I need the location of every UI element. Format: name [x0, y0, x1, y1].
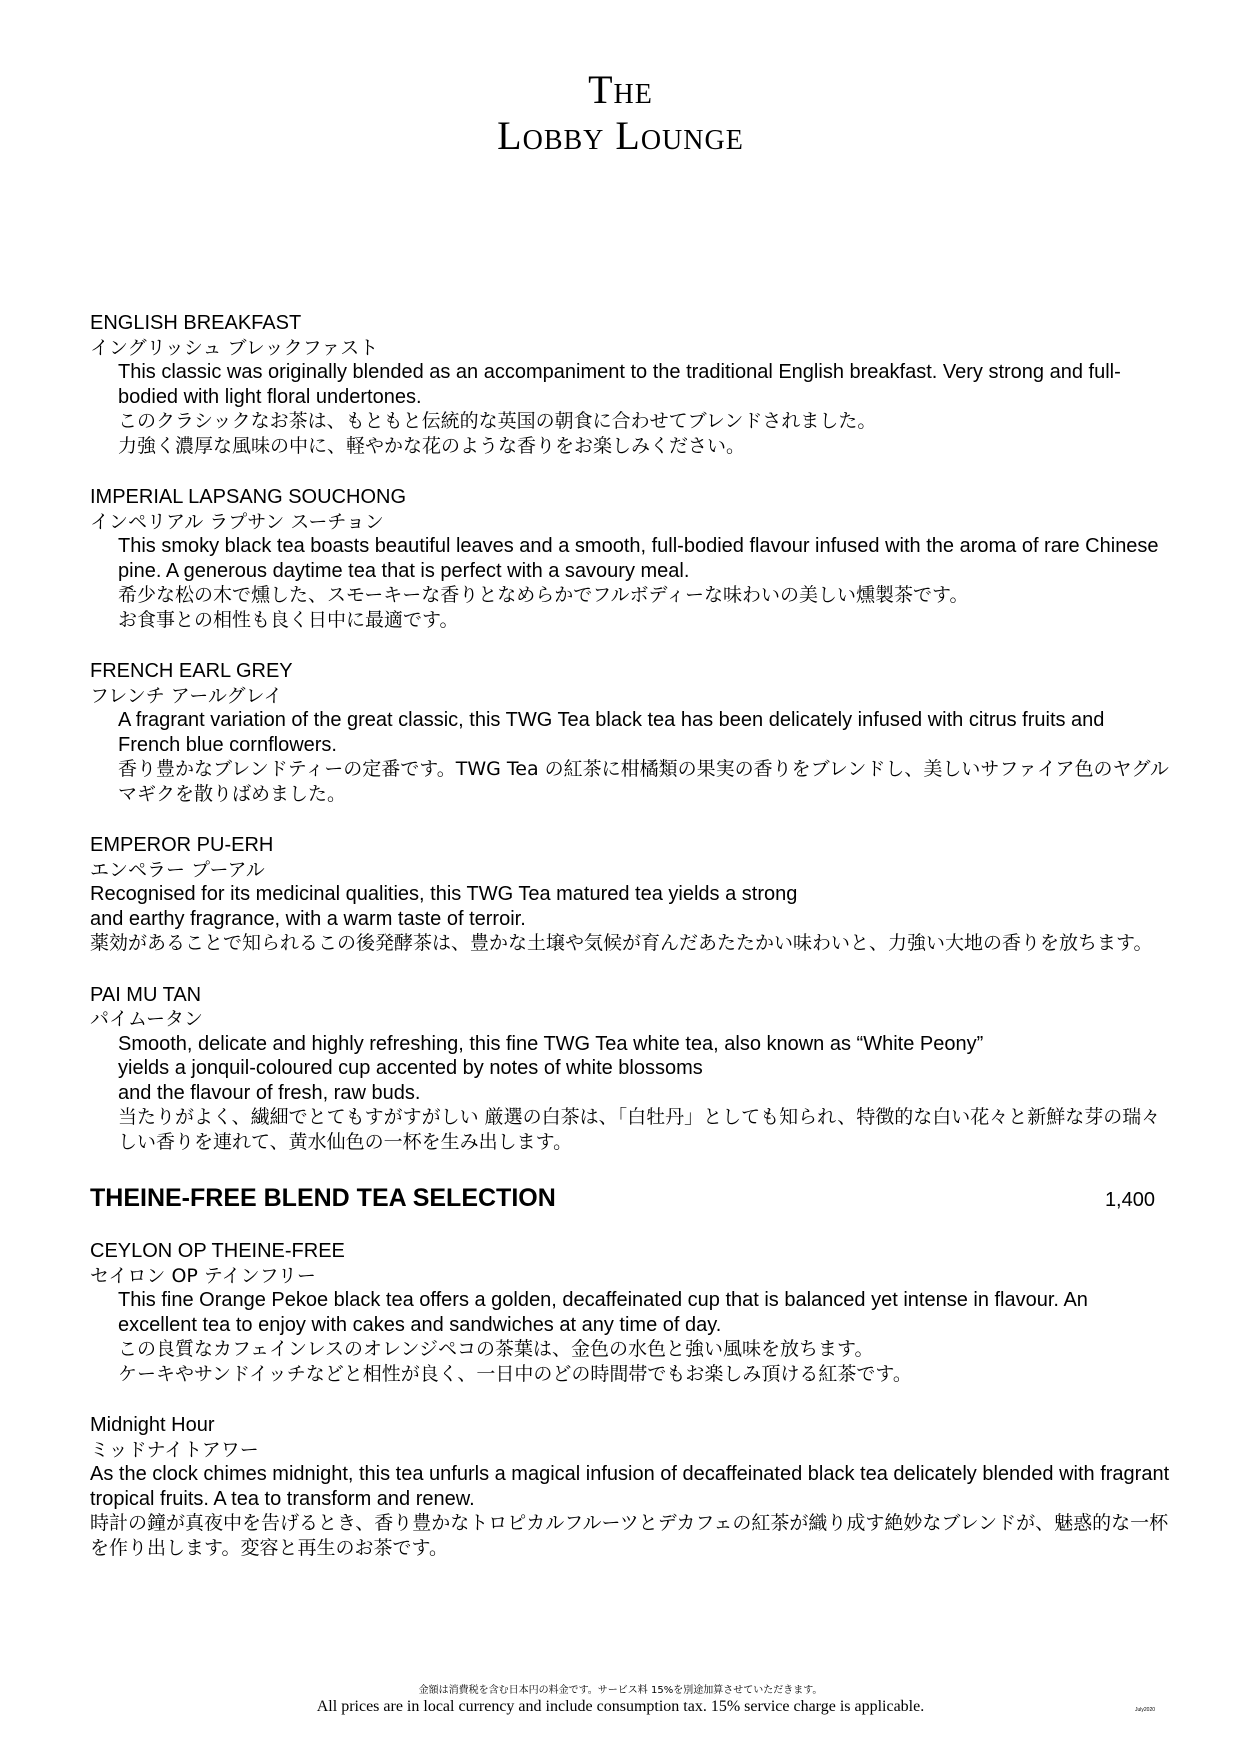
tea-item-french-earl-grey — [90, 659, 1170, 806]
section-title: THEINE-FREE BLEND TEA SELECTION — [90, 1184, 556, 1212]
tea-description-jp: このクラシックなお茶は、もともと伝統的な英国の朝食に合わせてブレンドされました。 — [118, 410, 877, 432]
tea-name: IMPERIAL LAPSANG SOUCHONG — [90, 486, 406, 508]
tea-description-en: Recognised for its medicinal qualities, this TWG Tea matured tea yields a strong — [90, 883, 798, 905]
tea-name-kana: インペリアル ラプサン スーチョン — [90, 510, 384, 533]
tea-description-jp: ケーキやサンドイッチなどと相性が良く、一日中のどの時間帯でもお楽しみ頂ける紅茶です。 — [118, 1362, 912, 1385]
tea-description-jp: この良質なカフェインレスのオレンジペコの茶葉は、金色の水色と強い風味を放ちます。 — [118, 1338, 874, 1360]
tea-name-kana: ミッドナイトアワー — [90, 1438, 259, 1461]
tea-description-en: As the clock chimes midnight, this tea unfurls a magical infusion of decaffeinated black tea delicately blended with fragrant tropical fruits. A tea to transform and renew. — [90, 1463, 1170, 1510]
tea-description-en: A fragrant variation of the great classic, this TWG Tea black tea has been delicately infused with citrus fruits and French blue cornflowers. — [118, 709, 1105, 756]
tea-item-midnight-hour — [90, 1413, 1170, 1560]
tea-description-jp: 当たりがよく、繊細でとてもすがすがしい 厳選の白茶は、「白牡丹」としても知られ、特徴的な白い花々と新鮮な芽の瑞々しい香りを連れて、黄水仙色の一杯を生み出します。 — [118, 1106, 1161, 1153]
tea-description-jp: 香り豊かなブレンドティーの定番です。TWG Tea の紅茶に柑橘類の果実の香りをブレンドし、美しいサファイア色のヤグルマギクを散りばめました。 — [118, 758, 1169, 805]
section-header-theine-free — [90, 1181, 1170, 1215]
tea-name: FRENCH EARL GREY — [90, 660, 293, 682]
tea-name: EMPEROR PU-ERH — [90, 834, 274, 856]
tea-description-jp: 力強く濃厚な風味の中に、軽やかな花のような香りをお楽しみください。 — [118, 434, 746, 457]
tea-item-english-breakfast — [90, 311, 1170, 458]
tea-item-emperor-pu-erh — [90, 833, 1170, 956]
tea-description-jp: 薬効があることで知られるこの後発酵茶は、豊かな土壌や気候が育んだあたたかい味わいと、力強い大地の香りを放ちます。 — [90, 932, 1153, 954]
tea-name: Midnight Hour — [90, 1414, 215, 1436]
tea-name-kana: フレンチ アールグレイ — [90, 684, 283, 707]
footer-code: July2020 — [1134, 1707, 1155, 1713]
footer-note-en: All prices are in local currency and include consumption tax. 15% service charge is applicable. — [316, 1698, 925, 1715]
section-price: 1,400 — [1104, 1189, 1155, 1211]
tea-name-kana: イングリッシュ ブレックファスト — [90, 336, 379, 359]
tea-name: CEYLON OP THEINE-FREE — [90, 1240, 345, 1262]
tea-description-jp: お食事との相性も良く日中に最適です。 — [118, 608, 459, 631]
tea-item-ceylon-op-theine-free — [90, 1239, 1170, 1386]
tea-description-jp: 時計の鐘が真夜中を告げるとき、香り豊かなトロピカルフルーツとデカフェの紅茶が織り成す絶妙なブレンドが、魅惑的な一杯を作り出します。変容と再生のお茶です。 — [90, 1512, 1169, 1559]
tea-description-en: yields a jonquil-coloured cup accented by notes of white blossoms — [118, 1057, 703, 1079]
tea-name-kana: パイムータン — [90, 1008, 204, 1030]
tea-description-en: This smoky black tea boasts beautiful leaves and a smooth, full-bodied flavour infused with the aroma of rare Chinese pine. A generous daytime tea that is perfect with a savoury meal. — [118, 535, 1159, 582]
tea-description-en: and earthy fragrance, with a warm taste of terroir. — [90, 907, 526, 930]
tea-name-kana: セイロン OP テインフリー — [90, 1264, 316, 1287]
venue-title-line2: Lobby Lounge — [497, 113, 744, 158]
tea-description-en: This fine Orange Pekoe black tea offers a golden, decaffeinated cup that is balanced yet intense in flavour. An excellent tea to enjoy with cakes and sandwiches at any time of day. — [118, 1289, 1088, 1336]
footer-note-jp: 金額は消費税を含む日本円の料金です。サービス料 15%を別途加算させていただきます。 — [418, 1685, 823, 1696]
tea-name: ENGLISH BREAKFAST — [90, 312, 302, 334]
venue-title-line1: The — [588, 67, 653, 112]
tea-item-imperial-lapsang-souchong — [90, 485, 1170, 632]
tea-name-kana: エンペラー プーアル — [90, 858, 265, 881]
tea-name: PAI MU TAN — [90, 983, 202, 1006]
tea-description-en: Smooth, delicate and highly refreshing, this fine TWG Tea white tea, also known as “White Peony” — [118, 1032, 984, 1055]
tea-description-en: This classic was originally blended as an accompaniment to the traditional English breakfast. Very strong and full-bodied with light floral undertones. — [118, 361, 1121, 408]
tea-description-jp: 希少な松の木で燻した、スモーキーな香りとなめらかでフルボディーな味わいの美しい燻製茶です。 — [118, 584, 969, 606]
menu-content — [90, 311, 1170, 1587]
tea-item-pai-mu-tan — [90, 983, 1170, 1155]
tea-description-en: and the flavour of fresh, raw buds. — [118, 1081, 421, 1104]
